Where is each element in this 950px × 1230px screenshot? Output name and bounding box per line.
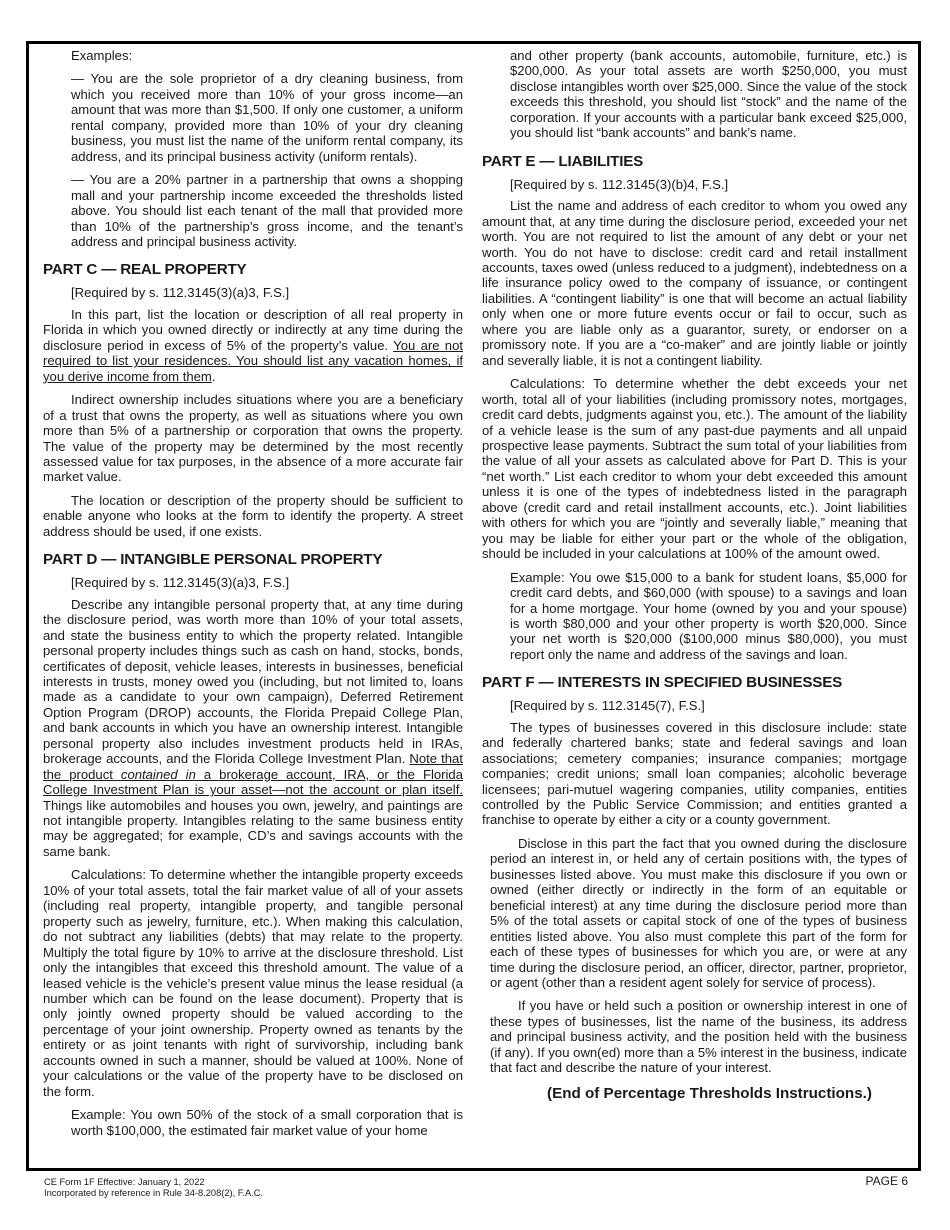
rule-reference-line: Incorporated by reference in Rule 34-8.208(2), F.A.C. <box>44 1187 264 1198</box>
part-d-example-continued: and other property (bank accounts, automobile, furniture, etc.) is $200,000. As your total assets are worth $250,000, you must disclose intangibles worth over $25,000. Since the value of the stock exceeds this threshold, you should list “stock” and the name of the corporation. If your accounts with a particular bank exceed $25,000, you should list “bank accounts” and bank’s name. <box>510 48 907 141</box>
part-d-calculations: Calculations: To determine whether the intangible property exceeds 10% of your total assets, total the fair market value of all of your assets (including real property, intangible property, and tangible personal property such as jewelry, furniture, etc.). When making this calculation, do not subtract any liabilities (debts) that may relate to the property. Multiply the total figure by 10% to arrive at the disclosure threshold. List only the intangibles that exceed this threshold amount. The value of a leased vehicle is the vehicle’s present value minus the lease residual (a number which can be found on the lease document). Property that is only jointly owned property should be valued according to the percentage of your joint ownership. Property owned as tenants by the entirety or as joint tenants with right of survivorship, including bank accounts owned in such a manner, should be valued at 100%. None of your calculations or the value of the property have to be disclosed on the form. <box>43 867 463 1099</box>
part-d-underlined-note: Note that the product contained in a brokerage account, IRA, or the Florida College Investment Plan is your asset—not the account or plan itself. <box>43 751 463 798</box>
form-effective-line: CE Form 1F Effective: January 1, 2022 <box>44 1177 205 1187</box>
form-footer <box>44 1177 263 1198</box>
part-f-required: [Required by s. 112.3145(7), F.S.] <box>510 698 705 714</box>
part-e-calculations: Calculations: To determine whether the debt exceeds your net worth, total all of your liabilities (including promissory notes, mortgages, credit card debts, judgments against you, etc.). The amount of the liability of a vehicle lease is the sum of any past-due payments and all unpaid prospective lease payments. Subtract the sum total of your liabilities from the value of all your assets as calculated above for Part D. This is your “net worth.” List each creditor to whom your debt exceeded this amount unless it is one of the types of indebtedness listed in the paragraph above (credit card and retail installment accounts, etc.). Joint liabilities with others for which you are “jointly and severally liable,” meaning that you may be liable for either your part or the whole of the obligation, should be included in your calculations at 100% of the amount owed. <box>482 376 907 562</box>
example-shopping-mall: — You are a 20% partner in a partnership that owns a shopping mall and your partnership income exceeded the thresholds listed above. You should list each tenant of the mall that provided more than 10% of the partnership’s gross income, and the tenant’s address and principal business activity. <box>71 172 463 249</box>
part-c-required: [Required by s. 112.3145(3)(a)3, F.S.] <box>71 285 290 301</box>
part-e-example: Example: You owe $15,000 to a bank for student loans, $5,000 for credit card debts, and $60,000 (with spouse) to a savings and loan for a home mortgage. Your home (owned by you and your spouse) is worth $80,000 and your other property is worth $20,000. Since your net worth is $20,000 ($100,000 minus $80,000), you must report only the name and address of the savings and loan. <box>510 569 907 662</box>
part-c-paragraph-3: The location or description of the property should be sufficient to enable anyone who looks at the form to identify the property. A street address should be used, if one exists. <box>43 492 463 539</box>
part-f-paragraph-3: If you have or held such a position or ownership interest in one of these types of businesses, list the name of the business, its address and principal business activity, and the position held with the business (if any). If you own(ed) more than a 5% interest in the business, indicate that fact and describe the nature of your interest. <box>490 998 907 1076</box>
right-column <box>482 48 907 1101</box>
examples-label: Examples: <box>71 48 133 63</box>
page-number: PAGE 6 <box>865 1174 908 1188</box>
part-e-required: [Required by s. 112.3145(3)(b)4, F.S.] <box>510 176 729 192</box>
part-d-paragraph-1: Describe any intangible personal property that, at any time during the disclosure period, was worth more than 10% of your total assets, and state the business entity to which the property related. Intangible personal property includes things such as cash on hand, stocks, bonds, certificates of deposit, vehicle leases, interests in businesses, beneficial interests in trusts, money owed you (including, but not limited to, loans made as a candidate to your own campaign), Deferred Retirement Option Program (DROP) accounts, the Florida Prepaid College Plan, and bank accounts in which you have an ownership interest. Intangible personal property also includes investment products held in IRAs, brokerage accounts, and the Florida College Investment Plan. Note that the product contained in a brokerage account, IRA, or the Florida College Investment Plan is your asset—not the account or plan itself. Things like automobiles and houses you own, jewelry, and paintings are not intangible property. Intangibles relating to the same business entity may be aggregated; for example, CD’s and savings accounts with the same bank. <box>43 596 463 859</box>
part-d-heading: PART D — INTANGIBLE PERSONAL PROPERTY <box>43 551 383 569</box>
part-c-paragraph-2: Indirect ownership includes situations where you are a beneficiary of a trust that owns the property, as well as situations where you own more than 5% of a partnership or corporation that owns the property. The value of the property may be determined by the most recently assessed value for tax purposes, in the absence of a more accurate fair market value. <box>43 392 463 485</box>
part-c-heading: PART C — REAL PROPERTY <box>43 261 247 279</box>
part-f-heading: PART F — INTERESTS IN SPECIFIED BUSINESSES <box>482 674 843 692</box>
part-d-required: [Required by s. 112.3145(3)(a)3, F.S.] <box>71 575 290 591</box>
part-c-paragraph-1: In this part, list the location or description of all real property in Florida in which you owned directly or indirectly at any time during the disclosure period in excess of 5% of the property’s value. You are not required to list your residences. You should list any vacation homes, if you derive income from them. <box>43 306 464 384</box>
part-e-heading: PART E — LIABILITIES <box>482 152 644 170</box>
part-e-paragraph-1: List the name and address of each creditor to whom you owed any amount that, at any time during the disclosure period, exceeded your net worth. You are not required to list the amount of any debt or your net worth. You do not have to disclose: credit card and retail installment accounts, taxes owed (unless reduced to a judgment), indebtedness on a life insurance policy owed to the company of issuance, or contingent liabilities. A “contingent liability” is one that will become an actual liability only when one or more future events occur or fail to occur, such as where you are liable only as a guarantor, surety, or endorser on a promissory note. If you are a “co-maker” and are jointly liable or jointly and severally liable, it is not a contingent liability. <box>482 198 907 368</box>
page-frame <box>26 41 921 1171</box>
part-f-paragraph-1: The types of businesses covered in this disclosure include: state and federally chartered banks; state and federal savings and loan associations; cemetery companies; insurance companies; mortgage companies; credit unions; small loan companies; alcoholic beverage licensees; pari-mutuel wagering companies, utility companies, entities controlled by the Public Service Commission; and entities granted a franchise to operate by either a city or a county government. <box>482 719 907 828</box>
end-of-instructions-note: (End of Percentage Thresholds Instructions.) <box>547 1084 872 1102</box>
part-c-underlined-note: You are not required to list your residences. You should list any vacation homes, if you derive income from them <box>43 337 464 384</box>
example-dry-cleaning: — You are the sole proprietor of a dry cleaning business, from which you received more than 10% of your gross income—an amount that was more than $1,500. If only one customer, a uniform rental company, provided more than 10% of your dry cleaning business, you must list the name of the uniform rental company, its address, and its principal business activity (uniform rentals). <box>71 71 463 164</box>
part-f-paragraph-2: Disclose in this part the fact that you owned during the disclosure period an interest in, or held any of certain positions with, the types of businesses listed above. You must make this disclosure if you own or owned (either directly or indirectly in the form of an equitable or beneficial interest) at any time during the disclosure period more than 5% of the total assets or capital stock of one of the types of business entities listed above. You also must complete this part of the form for each of these types of businesses for which you are, or were at any time during the disclosure period, an officer, director, partner, proprietor, or agent (other than a resident agent solely for service of process). <box>490 835 907 991</box>
part-d-example: Example: You own 50% of the stock of a small corporation that is worth $100,000, the estimated fair market value of your home <box>71 1107 463 1138</box>
left-column <box>43 48 463 1146</box>
